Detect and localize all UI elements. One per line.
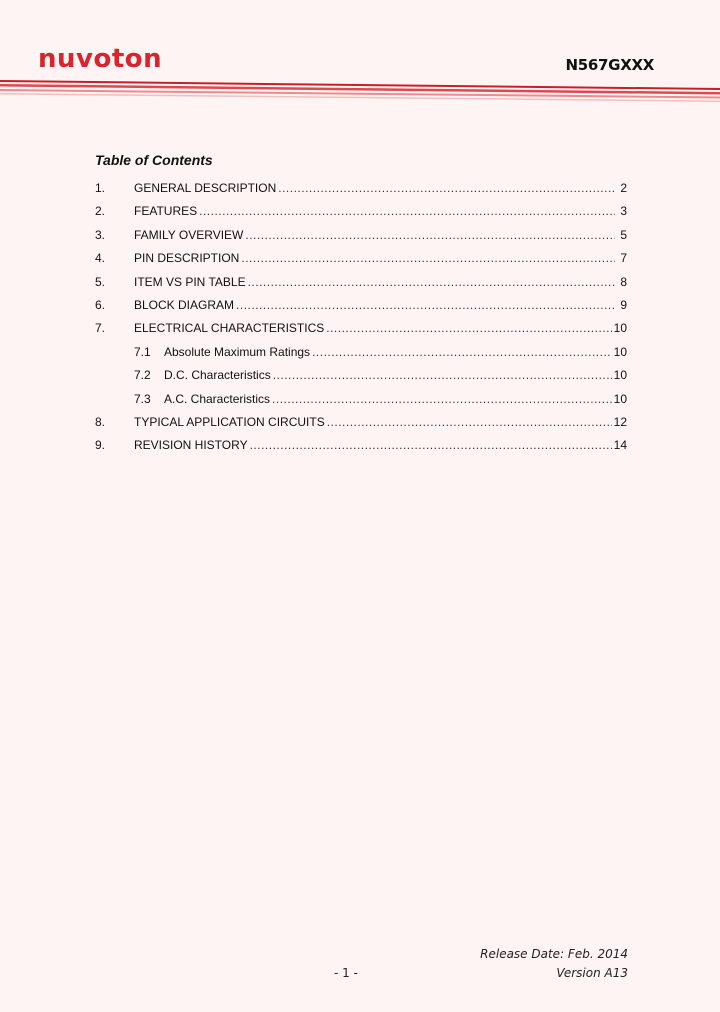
toc-entry-page[interactable]: 10 xyxy=(613,321,627,336)
toc-entry-title[interactable]: ELECTRICAL CHARACTERISTICS xyxy=(134,321,325,336)
toc-entry-revision-history[interactable] xyxy=(95,438,627,461)
toc-entry-number: 7.1 xyxy=(134,344,151,359)
toc-entry-block-diagram[interactable] xyxy=(95,298,627,321)
toc-leader-dots xyxy=(327,415,612,429)
toc-entry-number: 7.2 xyxy=(134,368,151,383)
toc-entry-pin-description[interactable] xyxy=(95,251,627,274)
toc-entry-title[interactable]: PIN DESCRIPTION xyxy=(134,251,240,266)
header-stripes xyxy=(0,78,720,108)
toc-entry-general-description[interactable] xyxy=(95,181,627,204)
toc-leader-dots xyxy=(272,392,612,406)
toc-entry-page[interactable]: 14 xyxy=(613,438,627,453)
part-number: N567GXXX xyxy=(565,56,654,74)
page-number: - 1 - xyxy=(334,966,358,980)
toc-leader-dots xyxy=(278,181,615,195)
toc-entry-features[interactable] xyxy=(95,204,627,227)
toc-entry-title[interactable]: FAMILY OVERVIEW xyxy=(134,227,244,242)
toc-entry-typical-application-circuits[interactable] xyxy=(95,415,627,438)
toc-entry-ac-characteristics[interactable] xyxy=(95,392,627,415)
toc-entry-number: 3. xyxy=(95,227,106,242)
toc-entry-number: 4. xyxy=(95,251,106,266)
toc-entry-number: 7.3 xyxy=(134,391,151,406)
toc-entry-number: 9. xyxy=(95,438,106,453)
page-header xyxy=(0,0,720,110)
nuvoton-logo: nuvoton xyxy=(38,44,163,74)
toc-entry-dc-characteristics[interactable] xyxy=(95,368,627,391)
table-of-contents xyxy=(95,181,627,462)
toc-leader-dots xyxy=(250,438,612,452)
toc-entry-title[interactable]: GENERAL DESCRIPTION xyxy=(134,181,277,195)
toc-entry-number: 2. xyxy=(95,204,106,219)
toc-leader-dots xyxy=(199,204,615,218)
toc-leader-dots xyxy=(248,275,615,289)
toc-entry-page[interactable]: 10 xyxy=(613,344,627,359)
toc-entry-title[interactable]: D.C. Characteristics xyxy=(164,368,271,383)
toc-leader-dots xyxy=(312,345,612,359)
toc-entry-electrical-characteristics[interactable] xyxy=(95,321,627,344)
toc-entry-page[interactable]: 10 xyxy=(613,368,627,383)
version-label: Version A13 xyxy=(556,966,628,980)
toc-leader-dots xyxy=(236,298,615,312)
toc-entry-page[interactable]: 3 xyxy=(620,204,627,219)
toc-entry-number: 8. xyxy=(95,414,106,429)
toc-entry-title[interactable]: A.C. Characteristics xyxy=(164,391,271,406)
toc-entry-page[interactable]: 9 xyxy=(620,297,627,312)
toc-entry-absolute-maximum-ratings[interactable] xyxy=(95,345,627,368)
toc-leader-dots xyxy=(273,368,612,382)
toc-entry-number: 5. xyxy=(95,274,106,289)
toc-entry-page[interactable]: 10 xyxy=(613,391,627,406)
toc-leader-dots xyxy=(326,321,611,335)
toc-entry-page[interactable]: 8 xyxy=(620,274,627,289)
toc-entry-number: 6. xyxy=(95,297,106,312)
toc-entry-title[interactable]: BLOCK DIAGRAM xyxy=(134,297,235,312)
toc-leader-dots xyxy=(241,251,615,265)
toc-entry-title[interactable]: ITEM VS PIN TABLE xyxy=(134,274,246,289)
toc-entry-title[interactable]: FEATURES xyxy=(134,204,198,219)
toc-entry-number: 7. xyxy=(95,321,106,336)
toc-entry-page[interactable]: 12 xyxy=(613,414,627,429)
toc-entry-item-vs-pin-table[interactable] xyxy=(95,275,627,298)
release-date: Release Date: Feb. 2014 xyxy=(480,947,628,961)
toc-entry-page[interactable]: 5 xyxy=(620,227,627,242)
toc-entry-title[interactable]: Absolute Maximum Ratings xyxy=(164,344,311,359)
toc-leader-dots xyxy=(245,228,615,242)
toc-entry-page[interactable]: 7 xyxy=(620,251,627,266)
toc-title: Table of Contents xyxy=(95,152,213,168)
toc-entry-family-overview[interactable] xyxy=(95,228,627,251)
toc-entry-page[interactable]: 2 xyxy=(620,181,627,195)
toc-entry-title[interactable]: TYPICAL APPLICATION CIRCUITS xyxy=(134,414,325,429)
toc-entry-number: 1. xyxy=(95,181,106,195)
toc-entry-title[interactable]: REVISION HISTORY xyxy=(134,438,248,453)
